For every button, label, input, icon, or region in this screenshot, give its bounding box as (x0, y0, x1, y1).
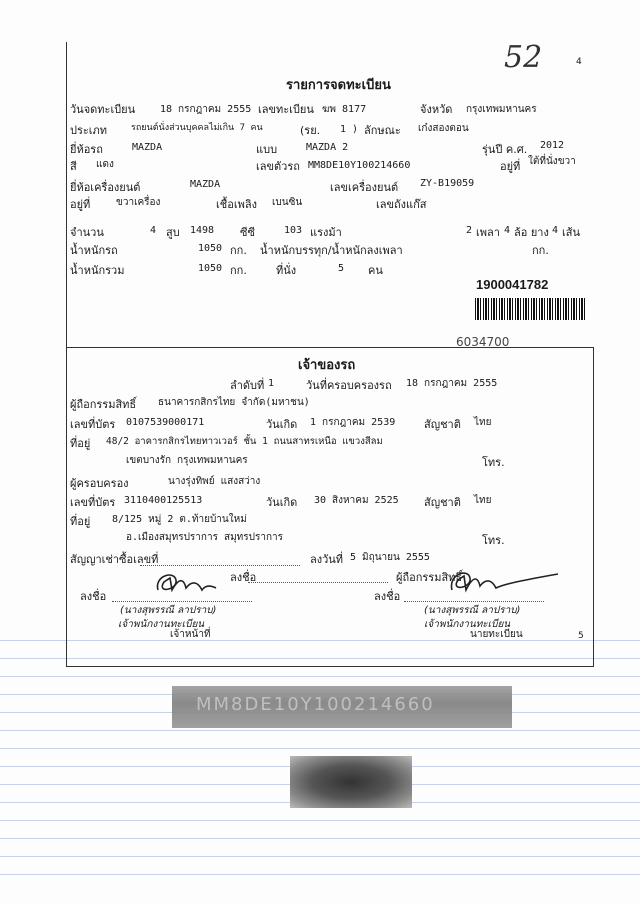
value-birth-1: 1 กรกฎาคม 2539 (310, 417, 396, 428)
signer-name-right: (นางสุพรรณี ลาปราบ) (424, 605, 521, 616)
label-id-2: เลขที่บัตร (70, 496, 116, 509)
value-total-weight: 1050 (198, 263, 223, 274)
value-chassis: MM8DE10Y100214660 (308, 160, 411, 171)
signature-right (444, 566, 564, 598)
barcode (475, 298, 585, 320)
label-title-holder: ผู้ถือกรรมสิทธิ์ (70, 398, 137, 411)
label-fuel: เชื้อเพลิง (216, 198, 257, 211)
label-kg-2: กก. (532, 244, 549, 257)
value-ry: 1 ) (340, 124, 359, 135)
value-nationality-2: ไทย (474, 495, 492, 506)
label-tires-unit: เส้น (562, 226, 580, 239)
label-brand: ยี่ห้อรถ (70, 143, 103, 156)
value-engine-no: ZY-B19059 (420, 178, 475, 189)
value-engine-brand: MAZDA (190, 179, 221, 190)
value-possession-date: 18 กรกฎาคม 2555 (406, 378, 498, 389)
value-id-2: 3110400125513 (124, 495, 203, 506)
label-birth-2: วันเกิด (266, 496, 298, 509)
value-seats: 5 (338, 263, 345, 274)
label-color: สี (70, 160, 77, 173)
label-cyl-unit: สูบ (166, 226, 180, 239)
signer-role-left: เจ้าพนักงานทะเบียน (118, 619, 205, 630)
ruled-line (0, 820, 640, 821)
label-engine-no: เลขเครื่องยนต์ (330, 181, 399, 194)
value-province: กรุงเทพมหานคร (466, 104, 537, 115)
partial-number: 6034700 (456, 336, 510, 346)
value-hp: 103 (284, 225, 303, 236)
label-cylinders: จำนวน (70, 226, 104, 239)
label-hp: แรงม้า (310, 226, 342, 239)
page-mark: 5 (578, 631, 584, 641)
value-cylinders: 4 (150, 225, 157, 236)
label-model-year: รุ่นปี ค.ศ. (482, 143, 528, 156)
value-address-1: 48/2 อาคารกสิกรไทยทาวเวอร์ ชั้น 1 ถนนสาทรเหนือ แขวงสีลม (106, 436, 383, 447)
ruled-line (0, 874, 640, 875)
engine-rubbing (290, 756, 412, 808)
value-wheels: 4 (504, 225, 511, 236)
label-order: ลำดับที่ (230, 379, 265, 392)
value-address-2: 8/125 หมู่ 2 ต.ท้ายบ้านใหม่ (112, 514, 247, 525)
label-chassis-location: อยู่ที่ (500, 160, 521, 173)
signature-left (150, 568, 230, 598)
dotted-line (112, 601, 252, 602)
ruled-line (0, 748, 640, 749)
label-seats: ที่นั่ง (276, 264, 297, 277)
label-title-holder-sign: ผู้ถือกรรมสิทธิ์ (396, 571, 463, 584)
value-chassis-location: ใต้ที่นั่งขวา (528, 156, 576, 167)
label-gas-tank: เลขถังแก๊ส (376, 198, 427, 211)
dotted-line (140, 565, 300, 566)
value-vehicle-weight: 1050 (198, 243, 223, 254)
label-type: ประเภท (70, 124, 108, 137)
label-engine-location: อยู่ที่ (70, 198, 91, 211)
label-possessor: ผู้ครอบครอง (70, 477, 129, 490)
label-nationality-1: สัญชาติ (424, 418, 461, 431)
label-sign-top: ลงชื่อ (230, 571, 257, 584)
label-nationality-2: สัญชาติ (424, 496, 461, 509)
label-kg-1: กก. (230, 244, 247, 257)
label-model: แบบ (256, 143, 278, 156)
value-tires: 4 (552, 225, 559, 236)
label-load-weight: น้ำหนักบรรทุก/น้ำหนักลงเพลา (260, 244, 403, 257)
value-possessor: นางรุ่งทิพย์ แสงสว่าง (168, 476, 261, 487)
label-phone-1: โทร. (482, 456, 505, 469)
label-reg-date: วันจดทะเบียน (70, 103, 136, 116)
ruled-line (0, 730, 640, 731)
value-order: 1 (268, 378, 275, 389)
value-style: เก๋งสองตอน (418, 123, 469, 134)
label-engine-brand: ยี่ห้อเครื่องยนต์ (70, 181, 141, 194)
label-birth-1: วันเกิด (266, 418, 298, 431)
label-chassis: เลขตัวรถ (256, 160, 300, 173)
signer-role-right: เจ้าพนักงานทะเบียน (424, 619, 511, 630)
label-plate: เลขทะเบียน (258, 103, 314, 116)
ruled-line (0, 676, 640, 677)
signer-title-right: นายทะเบียน (470, 629, 523, 640)
label-contract-no: สัญญาเช่าซื้อเลขที่ (70, 553, 159, 566)
value-engine-location: ขวาเครื่อง (116, 197, 161, 208)
owner-title: เจ้าของรถ (298, 358, 356, 373)
value-birth-2: 30 สิงหาคม 2525 (314, 495, 399, 506)
value-address-2b: อ.เมืองสมุทรปราการ สมุทรปราการ (126, 532, 284, 543)
value-address-1b: เขตบางรัก กรุงเทพมหานคร (126, 455, 248, 466)
dotted-line (248, 582, 388, 583)
signer-title-left: เจ้าหน้าที่ (170, 629, 211, 640)
label-wheels-tires: ล้อ ยาง (514, 226, 549, 239)
value-color: แดง (96, 159, 114, 170)
corner-small-number: 4 (576, 57, 582, 67)
value-id-1: 0107539000171 (126, 417, 205, 428)
ruled-line (0, 856, 640, 857)
label-id-1: เลขที่บัตร (70, 418, 116, 431)
label-contract-date: ลงวันที่ (310, 553, 344, 566)
label-phone-2: โทร. (482, 534, 505, 547)
value-reg-date: 18 กรกฎาคม 2555 (160, 104, 252, 115)
value-title-holder: ธนาคารกสิกรไทย จำกัด(มหาชน) (158, 397, 310, 408)
value-model: MAZDA 2 (306, 142, 349, 153)
label-province: จังหวัด (420, 103, 453, 116)
label-total-weight: น้ำหนักรวม (70, 264, 125, 277)
value-nationality-1: ไทย (474, 417, 492, 428)
label-axles: เพลา (476, 226, 500, 239)
value-fuel: เบนซิน (272, 197, 303, 208)
value-brand: MAZDA (132, 142, 163, 153)
dotted-line (404, 601, 544, 602)
registration-title: รายการจดทะเบียน (286, 78, 391, 93)
label-sign-left: ลงชื่อ (80, 590, 107, 603)
label-address-2: ที่อยู่ (70, 515, 91, 528)
label-seats-unit: คน (368, 264, 383, 277)
value-type: รถยนต์นั่งส่วนบุคคลไม่เกิน 7 คน (131, 123, 263, 133)
label-possession-date: วันที่ครอบครองรถ (306, 379, 392, 392)
chassis-rubbing-text: MM8DE10Y100214660 (196, 694, 435, 715)
value-axles: 2 (466, 225, 473, 236)
label-kg-3: กก. (230, 264, 247, 277)
label-sign-right: ลงชื่อ (374, 590, 401, 603)
label-address-1: ที่อยู่ (70, 437, 91, 450)
value-plate: ฆพ 8177 (322, 104, 367, 115)
value-cc: 1498 (190, 225, 215, 236)
ruled-line (0, 838, 640, 839)
label-ry: (รย. (300, 124, 321, 137)
handwritten-page-number: 52 (504, 40, 543, 75)
label-cc: ซีซี (240, 226, 255, 239)
value-model-year: 2012 (540, 140, 565, 151)
barcode-number: 1900041782 (476, 277, 549, 292)
label-vehicle-weight: น้ำหนักรถ (70, 244, 118, 257)
signer-name-left: (นางสุพรรณี ลาปราบ) (120, 605, 217, 616)
value-contract-date: 5 มิถุนายน 2555 (350, 552, 430, 563)
label-style: ลักษณะ (364, 124, 401, 137)
